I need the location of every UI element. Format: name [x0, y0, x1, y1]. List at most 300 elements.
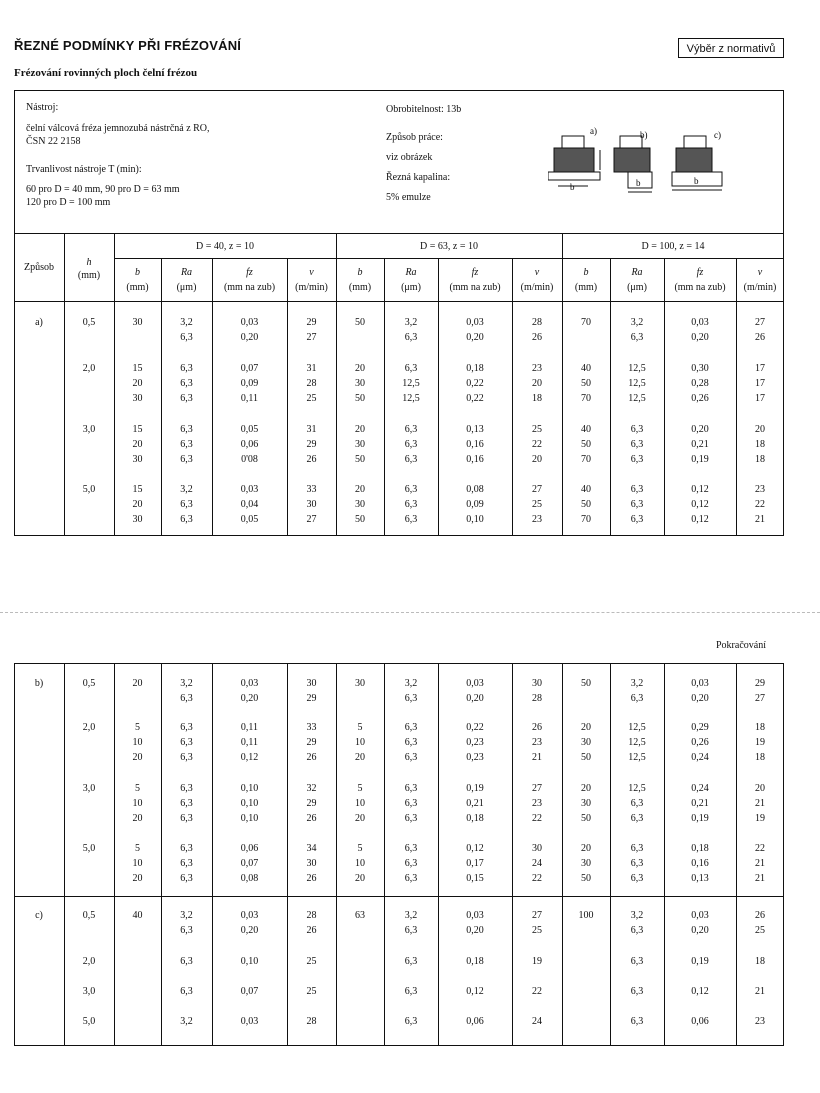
table-cell: 50	[581, 752, 591, 763]
table-cell: 0,19	[691, 813, 709, 824]
table-cell: 0,18	[691, 843, 709, 854]
table-cell: 0,04	[240, 499, 259, 510]
durability-2: 120 pro D = 100 mm	[26, 197, 111, 208]
table-cell: 6,3	[180, 722, 193, 733]
subheader-unit: (mm na zub)	[223, 282, 276, 293]
table-cell: 21	[755, 798, 765, 809]
table-cell: 50	[581, 439, 591, 450]
subheader-symbol: Ra	[631, 267, 643, 278]
table-cell: 0,03	[466, 317, 484, 328]
table-cell: 0,16	[691, 858, 709, 869]
table-cell: 18	[532, 393, 542, 404]
table-cell: 6,3	[404, 499, 418, 510]
table-cell: 6,3	[180, 956, 193, 967]
table-cell: 0,03	[691, 317, 709, 328]
table-cell: 0,29	[691, 722, 709, 733]
table-cell: 0,23	[466, 737, 484, 748]
table-cell: 6,3	[404, 514, 418, 525]
milling-figure-a	[548, 136, 600, 186]
table-cell: 22	[532, 873, 542, 884]
table-cell: 0,09	[466, 499, 484, 510]
selector-button[interactable]: Výběr z normativů	[678, 38, 784, 58]
table-cell: 6,3	[404, 798, 418, 809]
durability-1: 60 pro D = 40 mm, 90 pro D = 63 mm	[26, 184, 180, 195]
table-cell: 6,3	[404, 986, 418, 997]
table-cell: 6,3	[180, 798, 193, 809]
subheader-unit: (μm)	[176, 282, 197, 293]
milling-figure-c-dim: b	[694, 176, 699, 186]
table-cell: 6,3	[180, 454, 193, 465]
table-cell: 19	[755, 737, 765, 748]
subheader-unit: (mm na zub)	[674, 282, 726, 293]
table-cell: 27	[532, 484, 542, 495]
table-cell: 50	[581, 378, 591, 389]
table-cell: 6,3	[180, 378, 193, 389]
table-cell: 0,06	[466, 1016, 484, 1027]
table-cell: 30	[132, 317, 143, 328]
table-cell: 20	[132, 752, 143, 763]
table-cell: 26	[532, 722, 542, 733]
table-cell: 3,2	[630, 317, 644, 328]
table-cell: 30	[532, 843, 542, 854]
table-cell: 33	[306, 484, 317, 495]
table-cell: 18	[755, 752, 765, 763]
table-cell: 6,3	[630, 813, 644, 824]
table-cell: 6,3	[180, 393, 193, 404]
table-cell: 6,3	[630, 499, 644, 510]
table-cell: 18	[755, 722, 765, 733]
table-cell: 0,15	[466, 873, 484, 884]
subheader-symbol: b	[135, 267, 140, 278]
table-cell: 28	[532, 693, 542, 704]
subheader-unit: (μm)	[401, 282, 421, 293]
table-cell: 6,3	[630, 986, 644, 997]
subheader-symbol: fz	[696, 267, 704, 278]
table-cell: 0,06	[691, 1016, 709, 1027]
table-cell: 5	[357, 843, 363, 854]
table-cell: 40	[132, 910, 143, 921]
subheader-unit: (μm)	[627, 282, 647, 293]
subheader-unit: (m/min)	[520, 282, 554, 293]
table-cell: 30	[581, 858, 591, 869]
milling-figure-c-label: c)	[714, 130, 721, 140]
table-cell: 27	[755, 693, 765, 704]
table-cell: 3,2	[630, 678, 644, 689]
subheader-symbol: Ra	[405, 267, 417, 278]
table-cell: 40	[581, 424, 591, 435]
table-cell: 50	[355, 393, 365, 404]
table-cell: 100	[578, 910, 594, 921]
table-cell: 6,3	[180, 752, 193, 763]
tool-desc-2: ČSN 22 2158	[26, 136, 81, 147]
header-group-d40: D = 40, z = 10	[196, 241, 254, 252]
table-cell: 63	[355, 910, 365, 921]
table-cell: 6,3	[404, 752, 418, 763]
table-cell: 20	[355, 484, 365, 495]
table-cell: 10	[355, 858, 365, 869]
table-cell: 0,07	[240, 986, 259, 997]
table-cell: 0,07	[240, 363, 259, 374]
table-cell: 5,0	[82, 843, 96, 854]
table-cell: 26	[755, 910, 765, 921]
table-cell: 17	[755, 393, 765, 404]
subheader-unit: (mm)	[126, 282, 149, 293]
table-cell: 3,2	[180, 678, 193, 689]
table-cell: 6,3	[180, 813, 193, 824]
table-cell: 0,20	[466, 332, 484, 343]
table-cell: 2,0	[82, 722, 96, 733]
header-h: h	[86, 257, 92, 268]
table-cell: 26	[306, 873, 317, 884]
table-cell: 50	[581, 499, 591, 510]
table-cell: 24	[532, 858, 542, 869]
table-cell: 22	[532, 439, 542, 450]
table-cell: 25	[306, 986, 317, 997]
table-cell: 0,24	[691, 752, 709, 763]
table-cell: 18	[755, 454, 765, 465]
table-cell: 0,20	[691, 332, 709, 343]
header-method: Způsob	[24, 262, 54, 273]
table-cell: 30	[532, 678, 542, 689]
machinability: Obrobitelnost: 13b	[386, 104, 462, 115]
subheader-unit: (mm na zub)	[449, 282, 501, 293]
table-cell: 3,2	[630, 910, 644, 921]
table-cell: 30	[306, 499, 317, 510]
table-cell: 31	[306, 363, 317, 374]
table-cell: 28	[532, 317, 542, 328]
header-group-d100: D = 100, z = 14	[641, 241, 705, 252]
subheader-unit: (mm)	[574, 282, 598, 293]
table-cell: 70	[581, 514, 591, 525]
table-cell: 6,3	[404, 873, 418, 884]
method-cell: b)	[34, 678, 44, 689]
table-cell: 0,03	[240, 317, 259, 328]
table-cell: 12,5	[628, 737, 646, 748]
table-cell: 12,5	[402, 393, 420, 404]
table-cell: 0,07	[240, 858, 259, 869]
table-cell: 2,0	[82, 956, 96, 967]
subheader-unit: (m/min)	[295, 282, 328, 293]
table-cell: 0,06	[240, 843, 259, 854]
table-cell: 0,12	[466, 843, 484, 854]
table-cell: 6,3	[180, 439, 193, 450]
table-cell: 23	[532, 514, 542, 525]
table-cell: 6,3	[630, 1016, 644, 1027]
table-cell: 12,5	[628, 752, 646, 763]
table-cell: 26	[532, 332, 542, 343]
table-cell: 12,5	[628, 393, 646, 404]
table-cell: 21	[755, 986, 765, 997]
table-cell: 6,3	[404, 332, 418, 343]
table-cell: 12,5	[402, 378, 420, 389]
table-cell: 17	[755, 378, 765, 389]
table-cell: 0,20	[240, 332, 259, 343]
table-cell: 50	[355, 317, 365, 328]
table-cell: 30	[132, 454, 143, 465]
table-cell: 0,10	[240, 798, 259, 809]
table-cell: 0,08	[466, 484, 484, 495]
tool-label: Nástroj:	[26, 102, 59, 113]
table-cell: 10	[132, 798, 143, 809]
table-cell: 19	[755, 813, 765, 824]
table-cell: 40	[581, 363, 591, 374]
subheader-symbol: v	[757, 267, 763, 278]
table-cell: 5,0	[82, 484, 96, 495]
table-cell: 30	[132, 514, 143, 525]
table-cell: 6,3	[404, 813, 418, 824]
table-cell: 26	[306, 925, 317, 936]
table-cell: 0,03	[466, 910, 484, 921]
table-cell: 18	[755, 956, 765, 967]
table-cell: 20	[355, 813, 365, 824]
table-cell: 3,0	[82, 986, 96, 997]
table-cell: 12,5	[628, 722, 646, 733]
table-cell: 0,20	[691, 693, 709, 704]
table-cell: 20	[532, 454, 542, 465]
table-cell: 0'08	[241, 454, 258, 465]
table-cell: 0,12	[691, 499, 709, 510]
table-cell: 26	[755, 332, 765, 343]
table-cell: 0,03	[240, 910, 259, 921]
table-cell: 0,18	[466, 363, 484, 374]
table-cell: 6,3	[404, 424, 418, 435]
table-cell: 0,23	[466, 752, 484, 763]
page-title: ŘEZNÉ PODMÍNKY PŘI FRÉZOVÁNÍ	[14, 38, 242, 53]
table-cell: 0,21	[691, 798, 709, 809]
table-cell: 10	[132, 858, 143, 869]
table-cell: 0,18	[466, 813, 484, 824]
milling-figure-b-label: b)	[640, 130, 648, 140]
table-cell: 0,22	[466, 722, 484, 733]
table-cell: 6,3	[630, 424, 644, 435]
subheader-symbol: b	[583, 267, 589, 278]
table-cell: 3,2	[404, 910, 418, 921]
subheader-unit: (mm)	[348, 282, 372, 293]
table-cell: 0,21	[466, 798, 484, 809]
method-label: Způsob práce:	[386, 132, 443, 143]
table-cell: 5	[135, 783, 140, 794]
table-cell: 0,20	[466, 693, 484, 704]
table-cell: 0,20	[466, 925, 484, 936]
table-cell: 6,3	[630, 843, 644, 854]
table-cell: 26	[306, 752, 317, 763]
table-cell: 6,3	[404, 439, 418, 450]
table-cell: 6,3	[404, 858, 418, 869]
table-cell: 6,3	[404, 737, 418, 748]
table-cell: 3,2	[180, 910, 193, 921]
table-cell: 25	[532, 499, 542, 510]
table-cell: 3,2	[180, 1016, 193, 1027]
table-cell: 6,3	[180, 737, 193, 748]
milling-figure-a-dim: b	[570, 182, 575, 192]
table-cell: 28	[306, 378, 317, 389]
table-cell: 33	[306, 722, 317, 733]
table-cell: 70	[581, 454, 591, 465]
table-cell: 0,20	[691, 925, 709, 936]
table-cell: 0,03	[240, 484, 259, 495]
table-cell: 18	[755, 439, 765, 450]
table-cell: 28	[306, 910, 317, 921]
table-cell: 0,16	[466, 454, 484, 465]
subheader-symbol: fz	[246, 267, 253, 278]
header-h-unit: (mm)	[77, 270, 101, 281]
table-cell: 20	[355, 752, 365, 763]
table-cell: 0,11	[240, 393, 259, 404]
milling-figure-a-label: a)	[590, 126, 597, 136]
table-cell: 3,0	[82, 783, 96, 794]
milling-figure	[548, 120, 738, 198]
table-cell: 50	[355, 454, 365, 465]
table-cell: 5	[357, 783, 363, 794]
table-cell: 0,20	[240, 925, 259, 936]
table-cell: 6,3	[630, 956, 644, 967]
table-cell: 5	[135, 722, 140, 733]
table-cell: 27	[755, 317, 765, 328]
table-cell: 24	[532, 1016, 542, 1027]
table-cell: 0,5	[82, 910, 96, 921]
table-cell: 22	[532, 813, 542, 824]
table-cell: 6,3	[180, 858, 193, 869]
table-cell: 12,5	[628, 363, 646, 374]
table-cell: 21	[532, 752, 542, 763]
table-cell: 28	[306, 1016, 317, 1027]
table-cell: 0,12	[691, 986, 709, 997]
table-cell: 29	[306, 737, 317, 748]
table-cell: 6,3	[630, 439, 644, 450]
milling-figure-b-dim: b	[636, 178, 641, 188]
table-cell: 25	[306, 393, 317, 404]
table-cell: 0,22	[466, 393, 484, 404]
table-cell: 27	[306, 332, 317, 343]
table-cell: 0,05	[240, 514, 259, 525]
table-cell: 6,3	[180, 843, 193, 854]
table-cell: 6,3	[404, 1016, 418, 1027]
method-value: viz obrázek	[386, 152, 433, 163]
table-cell: 20	[355, 873, 365, 884]
method-cell: c)	[35, 910, 43, 921]
table-cell: 0,10	[240, 813, 259, 824]
method-cell: a)	[35, 317, 43, 328]
table-cell: 30	[355, 678, 365, 689]
subheader-symbol: b	[357, 267, 363, 278]
table-cell: 20	[132, 499, 143, 510]
table-cell: 20	[132, 873, 143, 884]
table-cell: 6,3	[630, 693, 644, 704]
table-cell: 6,3	[404, 454, 418, 465]
table-cell: 20	[132, 813, 143, 824]
table-cell: 30	[581, 798, 591, 809]
table-cell: 20	[532, 378, 542, 389]
table-cell: 0,16	[466, 439, 484, 450]
table-cell: 10	[132, 737, 143, 748]
durability-label: Trvanlivost nástroje T (min):	[26, 164, 142, 175]
table-cell: 6,3	[404, 843, 418, 854]
table-cell: 22	[755, 499, 765, 510]
table-cell: 12,5	[628, 378, 646, 389]
table-cell: 0,03	[691, 910, 709, 921]
table-cell: 6,3	[630, 332, 644, 343]
table-cell: 0,20	[240, 693, 259, 704]
table-cell: 31	[306, 424, 317, 435]
table-cell: 0,20	[691, 424, 709, 435]
table-cell: 0,17	[466, 858, 484, 869]
table-cell: 20	[755, 783, 765, 794]
table-cell: 0,21	[691, 439, 709, 450]
table-cell: 0,12	[466, 986, 484, 997]
table-cell: 6,3	[630, 873, 644, 884]
table-cell: 23	[532, 737, 542, 748]
table-cell: 6,3	[180, 424, 193, 435]
table-cell: 0,12	[240, 752, 259, 763]
table-cell: 30	[306, 678, 317, 689]
table-cell: 70	[581, 393, 591, 404]
table-cell: 5,0	[82, 1016, 96, 1027]
table-cell: 25	[532, 424, 542, 435]
table-cell: 32	[306, 783, 317, 794]
table-cell: 50	[581, 678, 591, 689]
table-cell: 2,0	[82, 363, 96, 374]
table-cell: 30	[132, 393, 143, 404]
table-cell: 0,26	[691, 737, 709, 748]
table-cell: 0,11	[240, 737, 259, 748]
table-cell: 30	[306, 858, 317, 869]
table-cell: 6,3	[630, 925, 644, 936]
table-cell: 50	[355, 514, 365, 525]
table-cell: 6,3	[630, 484, 644, 495]
table-cell: 20	[581, 783, 591, 794]
table-cell: 0,24	[691, 783, 709, 794]
table-cell: 23	[532, 363, 542, 374]
table-cell: 20	[355, 363, 365, 374]
table-cell: 15	[132, 424, 143, 435]
table-cell: 6,3	[404, 484, 418, 495]
table-cell: 6,3	[630, 798, 644, 809]
table-cell: 6,3	[630, 454, 644, 465]
table-cell: 6,3	[180, 363, 193, 374]
table-cell: 0,03	[240, 1016, 259, 1027]
table-cell: 23	[532, 798, 542, 809]
table-cell: 29	[306, 798, 317, 809]
table-cell: 0,03	[240, 678, 259, 689]
table-cell: 30	[581, 737, 591, 748]
table-cell: 0,10	[240, 783, 259, 794]
table-cell: 23	[755, 1016, 765, 1027]
table-cell: 17	[755, 363, 765, 374]
table-cell: 6,3	[404, 925, 418, 936]
table-cell: 5	[357, 722, 363, 733]
subheader-symbol: v	[534, 267, 540, 278]
table-cell: 70	[581, 317, 591, 328]
table-cell: 25	[306, 956, 317, 967]
page-subtitle: Frézování rovinných ploch čelní frézou	[14, 67, 198, 79]
table-cell: 0,19	[691, 956, 709, 967]
table-cell: 0,09	[240, 378, 259, 389]
subheader-unit: (m/min)	[743, 282, 777, 293]
page-separator	[0, 612, 820, 613]
table-cell: 5	[135, 843, 140, 854]
table-cell: 27	[532, 910, 542, 921]
table-cell: 50	[581, 813, 591, 824]
subheader-symbol: fz	[471, 267, 479, 278]
table-cell: 29	[306, 439, 317, 450]
table-cell: 23	[755, 484, 765, 495]
table-cell: 0,5	[82, 317, 96, 328]
table-cell: 6,3	[180, 873, 193, 884]
table-cell: 10	[355, 737, 365, 748]
table-cell: 26	[306, 454, 317, 465]
table-cell: 3,2	[180, 317, 193, 328]
table-cell: 6,3	[630, 858, 644, 869]
